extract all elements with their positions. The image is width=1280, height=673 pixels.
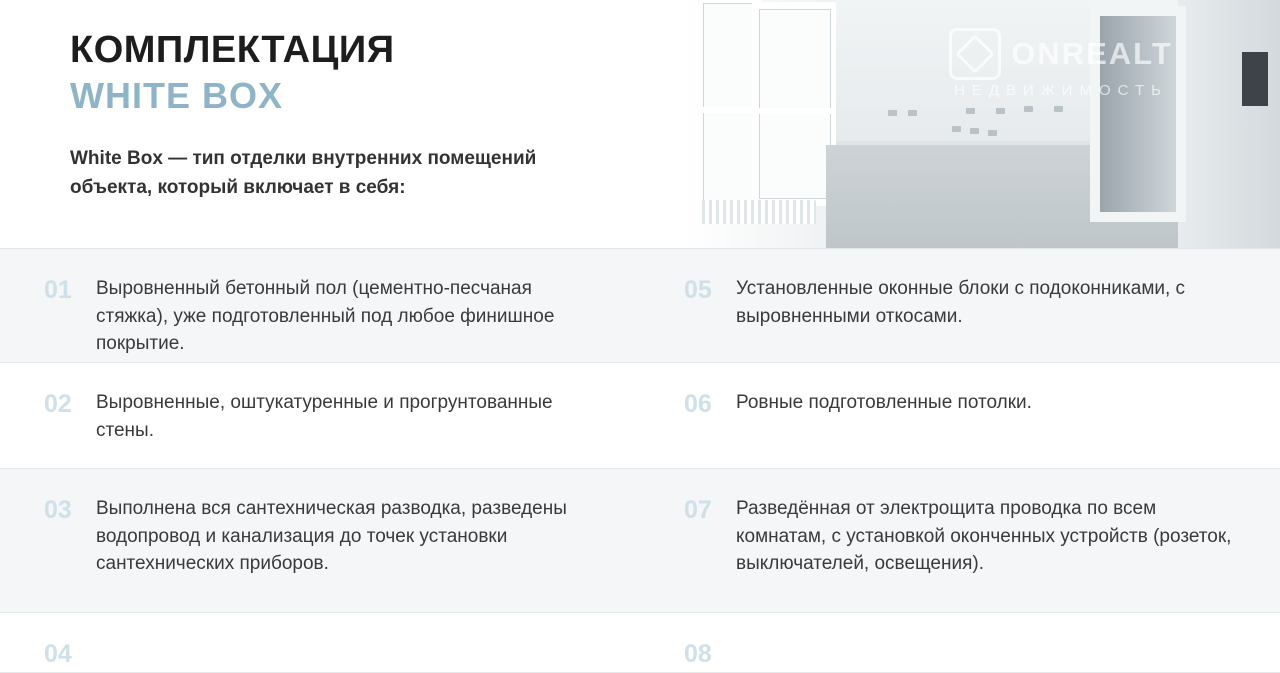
outlet-icon	[888, 110, 897, 116]
outlet-icon	[1054, 106, 1063, 112]
item-number: 08	[684, 640, 712, 668]
outlet-icon	[970, 128, 979, 134]
item-text: Разведённая от электрощита проводка по всем комнатам, с установкой оконченных устройств (розеток, выключателей, освещения).	[736, 498, 1232, 575]
left-feature-column	[0, 249, 640, 668]
item-text: Выровненный бетонный пол (цементно-песчаная стяжка), уже подготовленный под любое финишное покрытие.	[96, 278, 555, 355]
outlet-icon	[908, 110, 917, 116]
list-item	[0, 249, 640, 363]
header-text-block	[70, 30, 670, 221]
item-text: Выровненные, оштукатуренные и прогрунтованные стены.	[96, 392, 553, 441]
wall-panel-icon	[1242, 52, 1268, 106]
page-title: КОМПЛЕКТАЦИЯ	[70, 29, 395, 71]
item-text: Ровные подготовленные потолки.	[736, 392, 1032, 413]
list-item	[640, 249, 1280, 363]
outlet-icon	[988, 130, 997, 136]
item-number: 03	[44, 496, 72, 524]
outlet-icon	[996, 108, 1005, 114]
item-text: Установленные оконные блоки с подоконниками, с выровненными откосами.	[736, 278, 1186, 327]
list-item	[640, 469, 1280, 613]
photo-right-column	[1178, 0, 1280, 248]
doorway-icon	[1090, 6, 1186, 222]
features-section	[0, 249, 1280, 668]
outlet-icon	[1024, 106, 1033, 112]
page-subtitle: WHITE BOX	[70, 74, 283, 116]
photo-left-wall	[686, 0, 836, 248]
list-item	[0, 469, 640, 613]
right-feature-column	[640, 249, 1280, 668]
photo-scene	[686, 0, 1280, 248]
list-item	[0, 363, 640, 469]
item-number: 01	[44, 276, 72, 304]
list-item	[640, 613, 1280, 673]
item-number: 06	[684, 390, 712, 418]
item-number: 05	[684, 276, 712, 304]
outlet-icon	[952, 126, 961, 132]
header-section	[0, 0, 1280, 249]
item-text: Выполнена вся сантехническая разводка, разведены водопровод и канализация до точек установки сантехнических приборов.	[96, 498, 567, 575]
interior-room-photo	[686, 0, 1280, 248]
watermark-title: ONREALT	[1011, 36, 1173, 71]
item-number: 04	[44, 640, 72, 668]
item-number: 02	[44, 390, 72, 418]
radiator-icon	[698, 200, 816, 224]
list-item	[0, 613, 640, 673]
outlet-icon	[966, 108, 975, 114]
lead-paragraph: White Box — тип отделки внутренних помещений объекта, который включает в себя:	[70, 148, 537, 198]
list-item	[640, 363, 1280, 469]
watermark-subtitle: НЕДВИЖИМОСТЬ	[954, 82, 1168, 99]
item-number: 07	[684, 496, 712, 524]
